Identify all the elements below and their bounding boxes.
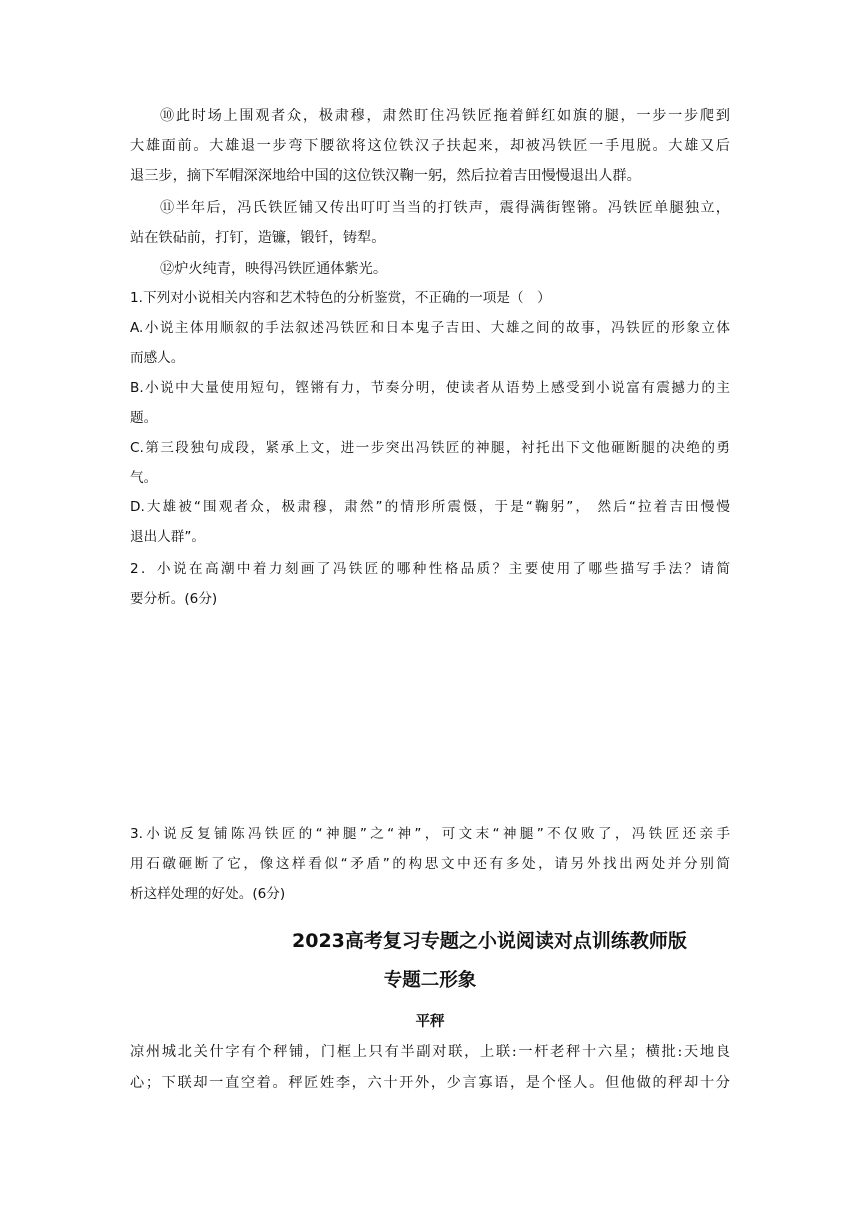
- question-1-option-d-line-2: 退出人群”。: [130, 529, 206, 545]
- section-title: 2023高考复习专题之小说阅读对点训练教师版: [292, 930, 687, 952]
- question-1-option-b-line-1: B.小说中大量使用短句，铿锵有力，节奏分明，使读者从语势上感受到小说富有震撼力的主: [130, 380, 730, 396]
- question-1-option-a-line-1: A.小说主体用顺叙的手法叙述冯铁匠和日本鬼子吉田、大雄之间的故事，冯铁匠的形象立体: [130, 320, 730, 336]
- question-1-option-a-line-2: 而感人。: [130, 350, 185, 366]
- paragraph-11-line-1: ⑪半年后，冯氏铁匠铺又传出叮叮当当的打铁声，震得满街铿锵。冯铁匠单腿独立，: [160, 200, 730, 216]
- question-1-option-b-line-2: 题。: [130, 410, 158, 426]
- question-1-option-c-line-1: C.第三段独句成段，紧承上文，进一步突出冯铁匠的神腿，衬托出下文他砸断腿的决绝的勇: [130, 440, 730, 456]
- question-2-line-2: 要分析。(6分): [130, 591, 218, 607]
- document-page: [130, 0, 730, 1216]
- paragraph-12-line-1: ⑫炉火纯青，映得冯铁匠通体紫光。: [160, 261, 388, 277]
- paragraph-11-line-2: 站在铁砧前，打钉，造镰，锻钎，铸犁。: [130, 230, 386, 246]
- question-1-option-d-line-1: D.大雄被“围观者众，极肃穆，肃然”的情形所震慑，于是“鞠躬”， 然后“拉着吉田慢慢: [130, 499, 730, 515]
- paragraph-10-line-1: ⑩此时场上围观者众，极肃穆，肃然盯住冯铁匠拖着鲜红如旗的腿，一步一步爬到: [160, 108, 730, 124]
- question-3-line-3: 析这样处理的好处。(6分): [130, 886, 286, 902]
- paragraph-10-line-3: 退三步，摘下军帽深深地给中国的这位铁汉鞠一躬，然后拉着吉田慢慢退出人群。: [130, 168, 641, 184]
- paragraph-10-line-2: 大雄面前。大雄退一步弯下腰欲将这位铁汉子扶起来，却被冯铁匠一手甩脱。大雄又后: [130, 138, 730, 154]
- question-1-stem: 1.下列对小说相关内容和艺术特色的分析鉴赏，不正确的一项是（ ）: [130, 290, 551, 306]
- story-title: 平秤: [415, 1014, 445, 1030]
- question-3-line-2: 用石礅砸断了它，像这样看似“矛盾”的构思文中还有多处，请另外找出两处并分别简: [130, 856, 730, 872]
- question-3-line-1: 3.小说反复铺陈冯铁匠的“神腿”之“神”，可文末“神腿”不仅败了，冯铁匠还亲手: [130, 826, 730, 842]
- question-2-line-1: 2．小说在高潮中着力刻画了冯铁匠的哪种性格品质？主要使用了哪些描写手法？请简: [130, 561, 730, 577]
- question-1-option-c-line-2: 气。: [130, 470, 158, 486]
- story-line-1: 凉州城北关什字有个秤铺，门框上只有半副对联，上联:一杆老秤十六星；横批:天地良: [130, 1044, 730, 1060]
- section-subtitle: 专题二形象: [383, 970, 477, 991]
- story-line-2: 心；下联却一直空着。秤匠姓李，六十开外，少言寡语，是个怪人。但他做的秤却十分: [130, 1075, 730, 1091]
